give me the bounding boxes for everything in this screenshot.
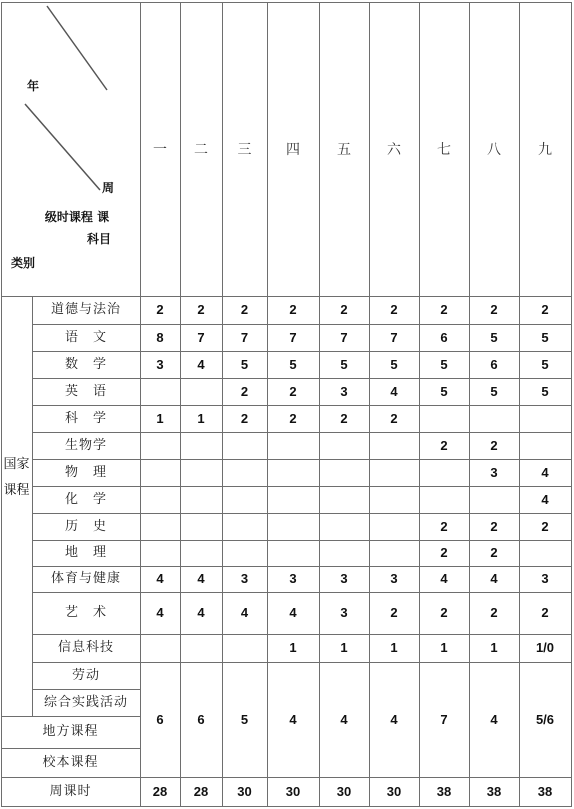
cell-value [222, 540, 267, 566]
cell-value: 4 [390, 384, 398, 399]
total-value: 30 [336, 784, 352, 799]
cell-value: 2 [440, 519, 448, 534]
cell-value [319, 513, 369, 540]
cell-value [369, 513, 419, 540]
cell-value [180, 432, 222, 459]
cell-value [180, 634, 222, 662]
grade-header: 一 [153, 142, 167, 158]
cell-value: 2 [440, 605, 448, 620]
cell-value: 2 [240, 411, 249, 426]
cell-value [222, 459, 267, 486]
subject-name: 体育与健康 [50, 571, 121, 586]
cell-value: 2 [289, 384, 297, 399]
grid-line-h [1, 806, 572, 807]
cell-value: 2 [390, 411, 398, 426]
total-value: 38 [486, 784, 502, 799]
cell-value [419, 405, 469, 432]
merged-cell-value: 6 [156, 712, 164, 727]
cell-value [267, 540, 319, 566]
header-label-line2: 科目 [86, 232, 111, 246]
cell-value: 1 [340, 640, 348, 655]
grade-header: 三 [237, 142, 252, 158]
cell-value: 5 [240, 357, 249, 372]
school-course-label: 校本课程 [42, 755, 99, 770]
cell-value: 4 [541, 492, 549, 507]
cell-value: 3 [240, 571, 249, 586]
subject-name: 历 史 [64, 519, 107, 534]
total-label: 周课时 [49, 784, 92, 799]
cell-value [140, 513, 180, 540]
cell-value: 2 [440, 545, 448, 560]
total-value: 38 [537, 784, 553, 799]
cell-value: 4 [490, 571, 498, 586]
cell-value: 6 [440, 330, 448, 345]
subject-name: 英 语 [64, 384, 107, 399]
cell-value: 2 [490, 519, 498, 534]
cell-value [369, 459, 419, 486]
cell-value [319, 432, 369, 459]
cell-value: 5 [440, 384, 448, 399]
merged-cell-value: 4 [289, 712, 297, 727]
cell-value: 2 [541, 605, 549, 620]
subject-name: 道德与法治 [50, 302, 121, 317]
cell-value [180, 486, 222, 513]
cell-value [469, 486, 519, 513]
cell-value: 1 [440, 640, 448, 655]
cell-value: 4 [289, 605, 297, 620]
cell-value [267, 459, 319, 486]
grade-header: 九 [538, 142, 552, 158]
cell-value: 1 [156, 411, 164, 426]
cell-value: 2 [289, 411, 297, 426]
category-label: 国家课程 [3, 457, 30, 498]
cell-value [369, 540, 419, 566]
subject-name: 艺 术 [64, 605, 107, 620]
merged-cell-value: 4 [340, 712, 348, 727]
cell-value [180, 378, 222, 405]
cell-value [180, 459, 222, 486]
cell-value: 4 [197, 605, 205, 620]
cell-value: 3 [340, 384, 348, 399]
subject-name: 物 理 [64, 465, 107, 480]
cell-value: 2 [490, 302, 498, 317]
cell-value: 2 [490, 545, 498, 560]
subject-name: 综合实践活动 [43, 695, 128, 710]
cell-value: 2 [240, 384, 249, 399]
cell-value: 5 [390, 357, 398, 372]
subject-name: 劳动 [71, 668, 100, 683]
merged-cell-value: 5 [240, 712, 249, 727]
cell-value: 2 [156, 302, 164, 317]
cell-value [140, 459, 180, 486]
diagonal-line [25, 104, 100, 190]
grade-header: 六 [387, 142, 401, 158]
cell-value: 2 [197, 302, 205, 317]
subject-name: 地 理 [64, 545, 107, 560]
grade-header: 二 [194, 142, 208, 158]
cell-value: 7 [240, 330, 249, 345]
cell-value [180, 540, 222, 566]
merged-cell-value: 6 [197, 712, 205, 727]
cell-value [369, 432, 419, 459]
cell-value [222, 634, 267, 662]
cell-value: 5 [340, 357, 348, 372]
cell-value: 1/0 [535, 640, 555, 655]
cell-value: 4 [197, 571, 205, 586]
header-diagonal-lines [0, 0, 140, 296]
cell-value: 7 [390, 330, 398, 345]
header-label-nian: 年 [26, 79, 39, 93]
cell-value: 4 [240, 605, 249, 620]
merged-cell-value: 4 [390, 712, 398, 727]
cell-value: 3 [541, 571, 549, 586]
cell-value: 5 [490, 384, 498, 399]
total-value: 30 [285, 784, 301, 799]
cell-value [319, 540, 369, 566]
cell-value [222, 513, 267, 540]
cell-value: 5 [490, 330, 498, 345]
cell-value: 3 [340, 605, 348, 620]
grade-header: 五 [337, 142, 351, 158]
header-label-leibie: 类别 [10, 256, 35, 270]
total-value: 30 [386, 784, 402, 799]
cell-value: 7 [289, 330, 297, 345]
cell-value: 5 [289, 357, 297, 372]
cell-value [419, 486, 469, 513]
subject-name: 数 学 [64, 357, 107, 372]
cell-value: 3 [390, 571, 398, 586]
cell-value [519, 432, 571, 459]
cell-value: 7 [340, 330, 348, 345]
cell-value: 5 [541, 357, 549, 372]
cell-value: 2 [490, 605, 498, 620]
cell-value: 2 [490, 438, 498, 453]
cell-value [519, 405, 571, 432]
cell-value: 4 [156, 571, 164, 586]
cell-value: 8 [156, 330, 164, 345]
total-value: 38 [436, 784, 452, 799]
cell-value: 5 [541, 330, 549, 345]
cell-value: 6 [490, 357, 498, 372]
total-value: 28 [193, 784, 209, 799]
cell-value [140, 540, 180, 566]
diagonal-line [47, 6, 107, 90]
merged-cell-value: 4 [490, 712, 498, 727]
cell-value [319, 459, 369, 486]
merged-cell-value: 5/6 [535, 712, 555, 727]
cell-value: 3 [289, 571, 297, 586]
grade-header: 八 [487, 142, 501, 158]
cell-value: 7 [197, 330, 205, 345]
cell-value [140, 486, 180, 513]
grade-header: 四 [286, 142, 300, 158]
cell-value: 1 [289, 640, 297, 655]
cell-value [222, 432, 267, 459]
cell-value [267, 486, 319, 513]
cell-value: 2 [541, 519, 549, 534]
cell-value [419, 459, 469, 486]
cell-value: 2 [440, 302, 448, 317]
cell-value: 1 [197, 411, 205, 426]
cell-value: 5 [440, 357, 448, 372]
cell-value [267, 513, 319, 540]
grade-header: 七 [437, 142, 451, 158]
cell-value: 4 [440, 571, 448, 586]
subject-name: 生物学 [64, 438, 107, 453]
cell-value: 4 [156, 605, 164, 620]
local-course-label: 地方课程 [42, 724, 99, 739]
cell-value: 1 [390, 640, 398, 655]
total-value: 30 [237, 784, 252, 799]
total-value: 28 [152, 784, 168, 799]
cell-value [369, 486, 419, 513]
subject-name: 化 学 [64, 492, 107, 507]
header-label-zhou: 周 [101, 181, 114, 195]
cell-value: 3 [156, 357, 164, 372]
cell-value: 2 [541, 302, 549, 317]
cell-value [140, 378, 180, 405]
merged-cell-value: 7 [440, 712, 448, 727]
cell-value: 3 [490, 465, 498, 480]
cell-value: 2 [390, 605, 398, 620]
subject-name: 语 文 [64, 330, 107, 345]
cell-value: 4 [197, 357, 205, 372]
cell-value [140, 634, 180, 662]
cell-value: 4 [541, 465, 549, 480]
cell-value [180, 513, 222, 540]
cell-value [319, 486, 369, 513]
cell-value [140, 432, 180, 459]
cell-value: 2 [289, 302, 297, 317]
header-label-line1: 级时课程 课 [44, 210, 110, 224]
cell-value: 3 [340, 571, 348, 586]
cell-value: 1 [490, 640, 498, 655]
cell-value: 2 [440, 438, 448, 453]
cell-value: 5 [541, 384, 549, 399]
cell-value: 2 [390, 302, 398, 317]
subject-name: 信息科技 [57, 640, 114, 655]
cell-value [267, 432, 319, 459]
cell-value [519, 540, 571, 566]
cell-value [222, 486, 267, 513]
subject-name: 科 学 [64, 411, 107, 426]
cell-value: 2 [340, 302, 348, 317]
cell-value [469, 405, 519, 432]
cell-value: 2 [240, 302, 249, 317]
cell-value: 2 [340, 411, 348, 426]
